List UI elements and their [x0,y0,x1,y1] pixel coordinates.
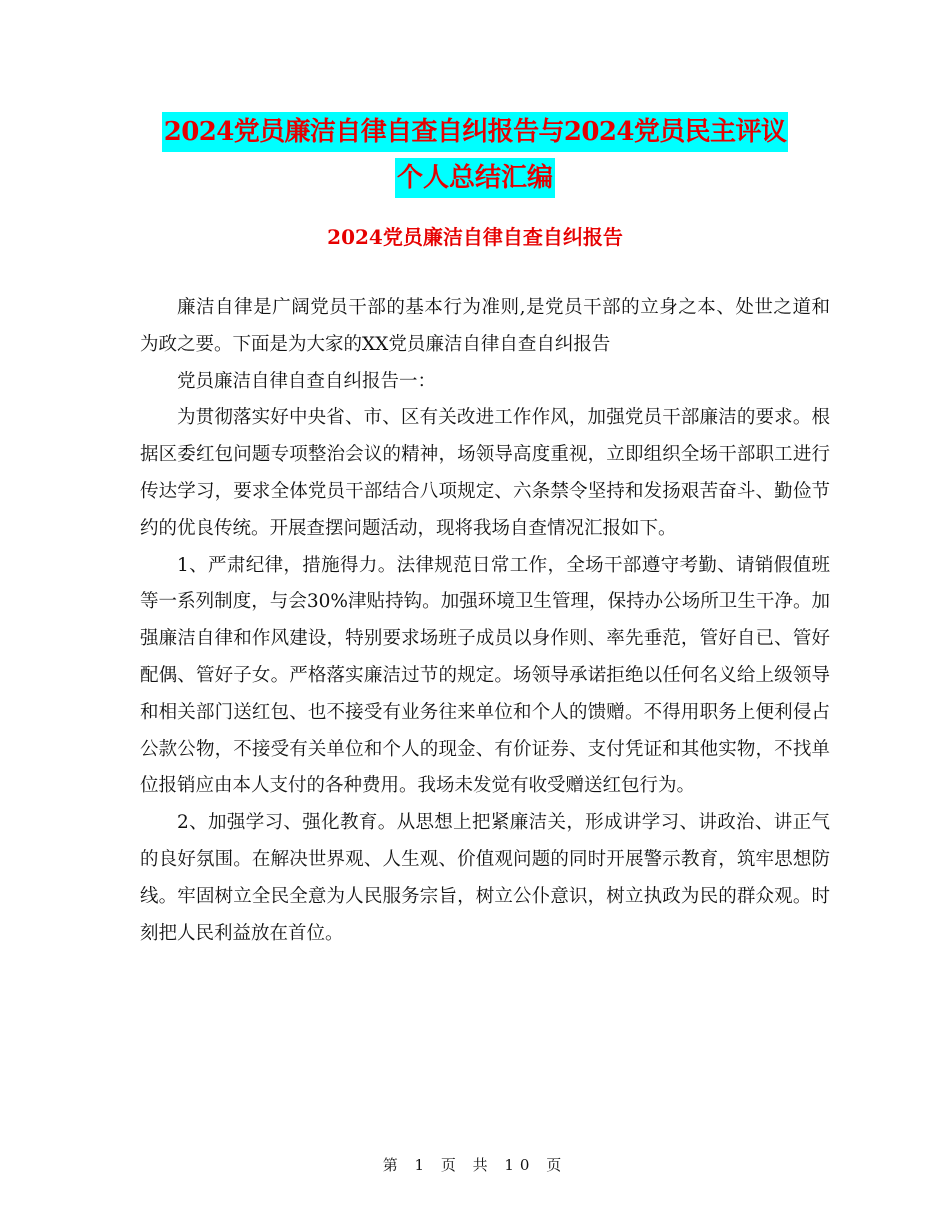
paragraph-report-heading: 党员廉洁自律自查自纠报告一： [177,370,437,392]
paragraph-intro: 廉洁自律是广阔党员干部的基本行为准则,是党员干部的立身之本、处世之道和为政之要。下面是为大家的XX党员廉洁自律自查自纠报告 [140,297,830,355]
paragraph-background: 为贯彻落实好中央省、市、区有关改进工作作风，加强党员干部廉洁的要求。根据区委红包问题专项整治会议的精神，场领导高度重视，立即组织全场干部职工进行传达学习，要求全体党员干部结合八项规定、六条禁令坚持和发扬艰苦奋斗、勤俭节约的优良传统。开展查摆问题活动，现将我场自查情况汇报如下。 [140,407,830,539]
document-title [0,112,950,204]
paragraph-item-1: 1、严肃纪律，措施得力。法律规范日常工作，全场干部遵守考勤、请销假值班等一系列制度，与会30%津贴持钩。加强环境卫生管理，保持办公场所卫生干净。加强廉洁自律和作风建设，特别要求场班子成员以身作则、率先垂范，管好自已、管好配偶、管好子女。严格落实廉洁过节的规定。场领导承诺拒绝以任何名义给上级领导和相关部门送红包、也不接受有业务往来单位和个人的馈赠。不得用职务上便利侵占公款公物，不接受有关单位和个人的现金、有价证券、支付凭证和其他实物，不找单位报销应由本人支付的各种费用。我场未发觉有收受赠送红包行为。 [140,554,830,797]
title-line-2: 个人总结汇编 [395,158,555,198]
section-title: 2024党员廉洁自律自查自纠报告 [327,225,623,249]
title-line-1: 2024党员廉洁自律自查自纠报告与2024党员民主评议 [162,112,789,152]
document-body [140,290,830,952]
page-footer: 第 1 页 共 10 页 [382,1156,568,1174]
paragraph-item-2: 2、加强学习、强化教育。从思想上把紧廉洁关，形成讲学习、讲政治、讲正气的良好氛围。在解决世界观、人生观、价值观问题的同时开展警示教育，筑牢思想防线。牢固树立全民全意为人民服务宗旨，树立公仆意识，树立执政为民的群众观。时刻把人民利益放在首位。 [140,812,830,944]
